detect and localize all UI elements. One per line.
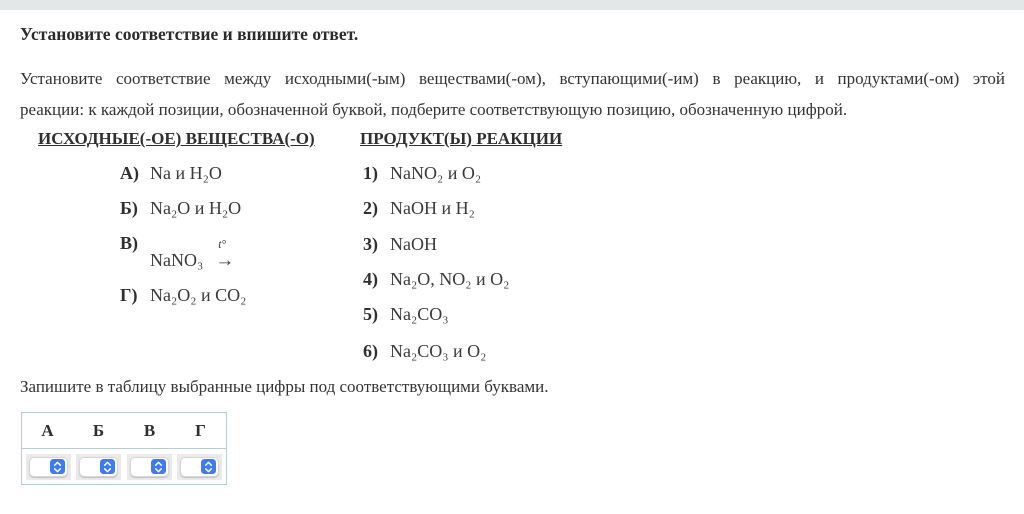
answer-table-input-row	[22, 449, 226, 484]
answer-cell-g	[177, 454, 222, 480]
item-formula-a: Na и H₂O	[150, 163, 222, 183]
select-stepper-icon[interactable]	[100, 459, 115, 474]
product-num-6: 6)	[363, 341, 378, 361]
select-stepper-icon[interactable]	[50, 459, 65, 474]
instructions-line-1: Установите соответствие между исходными(-ым) веществами(-ом), вступающими(-им) в реакцию, и продуктами(-ом) этой	[20, 69, 1005, 88]
product-num-1: 1)	[363, 163, 378, 183]
product-formula-2: NaOH и H₂	[390, 198, 475, 218]
answer-select-g[interactable]	[180, 457, 219, 477]
answer-column-header-g: Г	[195, 420, 206, 440]
select-stepper-icon[interactable]	[201, 459, 216, 474]
answer-select-b[interactable]	[79, 457, 118, 477]
answer-table-header-row	[22, 413, 226, 449]
item-label-a: А)	[120, 163, 139, 183]
left-column-header: ИСХОДНЫЕ(-ОЕ) ВЕЩЕСТВА(-О)	[38, 129, 315, 148]
answer-column-header-a: А	[41, 420, 54, 440]
item-label-g: Г)	[120, 285, 138, 305]
item-formula-v-reagent: NaNO₃	[150, 250, 204, 270]
answer-table	[21, 412, 227, 485]
answer-cell-b	[76, 454, 121, 480]
reaction-arrow: →	[215, 250, 235, 271]
table-instruction: Запишите в таблицу выбранные цифры под соответствующими буквами.	[20, 377, 549, 396]
product-formula-3: NaOH	[390, 234, 437, 254]
reaction-condition-temperature: t°	[218, 239, 227, 251]
product-formula-1: NaNO₂ и O₂	[390, 163, 482, 183]
answer-cell-v	[127, 454, 172, 480]
answer-select-a[interactable]	[29, 457, 68, 477]
select-stepper-icon[interactable]	[151, 459, 166, 474]
product-formula-4: Na₂O, NO₂ и O₂	[390, 269, 510, 289]
top-divider-bar	[0, 0, 1024, 10]
product-num-3: 3)	[363, 234, 378, 254]
item-label-b: Б)	[120, 198, 138, 218]
product-formula-6: Na₂CO₃ и O₂	[390, 341, 487, 361]
product-num-5: 5)	[363, 304, 378, 324]
answer-column-header-b: Б	[92, 420, 105, 440]
reaction-arrow-group	[215, 239, 235, 272]
item-label-v: В)	[120, 233, 138, 253]
product-num-2: 2)	[363, 198, 378, 218]
item-formula-v	[150, 239, 235, 272]
product-formula-5: Na₂CO₃	[390, 304, 449, 324]
item-formula-g: Na₂O₂ и CO₂	[150, 285, 247, 305]
answer-cell-a	[26, 454, 71, 480]
product-num-4: 4)	[363, 269, 378, 289]
answer-column-header-v: В	[143, 420, 156, 440]
item-formula-b: Na₂O и H₂O	[150, 198, 242, 218]
question-instructions	[20, 63, 1005, 125]
instructions-line-2: реакции: к каждой позиции, обозначенной буквой, подберите соответствующую позицию, обозначенную цифрой.	[20, 100, 848, 119]
right-column-header: ПРОДУКТ(Ы) РЕАКЦИИ	[360, 129, 563, 148]
question-title: Установите соответствие и впишите ответ.	[20, 24, 359, 44]
answer-select-v[interactable]	[130, 457, 169, 477]
